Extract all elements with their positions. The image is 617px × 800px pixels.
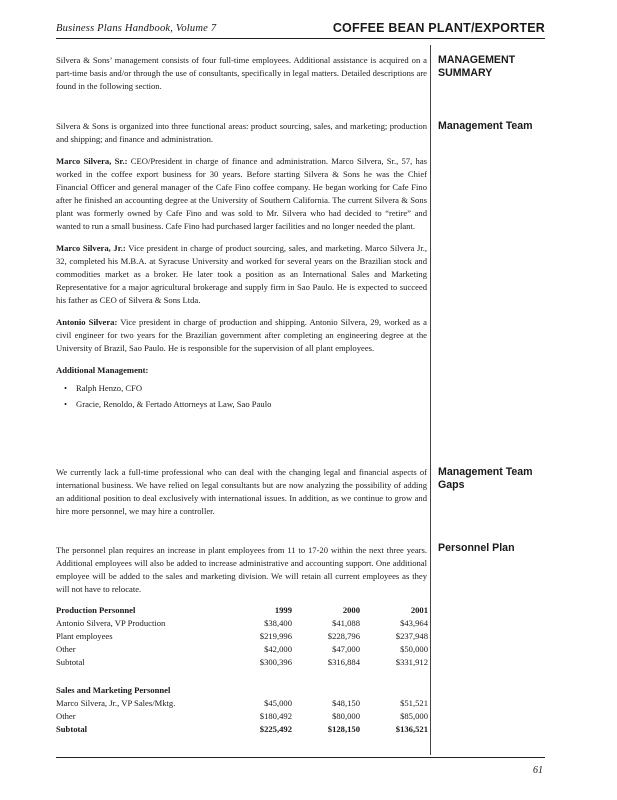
- personnel-section: [56, 544, 427, 596]
- bio-antonio: [56, 316, 427, 355]
- table-row: Subtotal $300,396 $316,884 $331,912: [56, 657, 428, 667]
- section-title: COFFEE BEAN PLANT/EXPORTER: [332, 21, 545, 35]
- footer-rule: [56, 757, 545, 758]
- additional-management-list: [56, 380, 427, 412]
- bio-marco-sr: [56, 155, 427, 233]
- table-row: Marco Silvera, Jr., VP Sales/Mktg. $45,000 $48,150 $51,521: [56, 698, 428, 708]
- personnel-paragraph: The personnel plan requires an increase in plant employees from 11 to 17-20 within the next three years. Additional employees will also be added to increase administrative and accounting support. One additional employee will be added to the sales and marketing division. We will retain all current employees as they will not have to relocate.: [56, 545, 427, 594]
- team-intro: Silvera & Sons is organized into three functional areas: product sourcing, sales, and marketing; production and shipping; and finance and administration.: [56, 121, 427, 144]
- table-row: Antonio Silvera, VP Production $38,400 $41,088 $43,964: [56, 618, 428, 628]
- summary-section: [56, 54, 427, 93]
- person-bio: CEO/President in charge of finance and administration. Marco Silvera, Sr., 57, has worked in the coffee export business for 30 years. Before starting Silvera & Sons he was the Chief Financial Officer and general manager of the Cafe Fino coffee company. He began working for Cafe Fino after he finished an accounting degree at the University of Southern California. The current Silvera & Sons plant was formerly owned by Cafe Fino and was sold to Mr. Silvera who had decided to “retire” and wanted to run a small business. Cafe Fino had purchased larger facilities and no longer needed the plant.: [56, 156, 427, 231]
- table-row: Other $42,000 $47,000 $50,000: [56, 644, 428, 654]
- bullet-icon: •: [64, 383, 68, 393]
- person-name: Marco Silvera, Sr.:: [56, 156, 128, 166]
- production-personnel-table: [56, 604, 428, 669]
- sales-personnel-table: [56, 684, 428, 736]
- management-summary-heading: MANAGEMENT SUMMARY: [438, 54, 516, 79]
- person-name: Marco Silvera, Jr.:: [56, 243, 126, 253]
- header-rule: [56, 38, 545, 39]
- book-title: Business Plans Handbook, Volume 7: [56, 23, 217, 34]
- list-item: • Ralph Henzo, CFO: [56, 380, 427, 396]
- table-header-row: Production Personnel 1999 2000 2001: [56, 605, 428, 615]
- column-divider: [430, 45, 431, 755]
- gaps-section: [56, 466, 427, 518]
- table-row: Plant employees $219,996 $228,796 $237,948: [56, 631, 428, 641]
- additional-management-heading: Additional Management:: [56, 365, 149, 375]
- management-team-heading: Management Team: [438, 120, 533, 132]
- summary-paragraph: Silvera & Sons’ management consists of four full-time employees. Additional assistance is acquired on a part-time basis and/or through the use of consultants, specifically in legal matters. Detailed descriptions are found in the following section.: [56, 55, 427, 91]
- table-header-row: Sales and Marketing Personnel: [56, 685, 171, 695]
- page-number: 61: [533, 765, 543, 776]
- person-bio: Vice president in charge of production and shipping. Antonio Silvera, 29, worked as a civil engineer for two years for the Brazilian government after completing an engineering degree at the University of Brazil, Sao Paulo. He is responsible for the supervision of all plant employees.: [56, 317, 427, 353]
- bio-marco-jr: [56, 242, 427, 307]
- table-row: Other $180,492 $80,000 $85,000: [56, 711, 428, 721]
- person-name: Antonio Silvera:: [56, 317, 118, 327]
- table-row: Subtotal $225,492 $128,150 $136,521: [56, 724, 428, 734]
- list-item: • Gracie, Renoldo, & Fertado Attorneys at Law, Sao Paulo: [56, 396, 427, 412]
- personnel-plan-heading: Personnel Plan: [438, 542, 515, 554]
- management-team-gaps-heading: Management Team Gaps: [438, 466, 533, 491]
- gaps-paragraph: We currently lack a full-time professional who can deal with the changing legal and financial aspects of international business. We have relied on legal consultants but are now analyzing the possibility of adding an additional position to deal exclusively with international issues. In addition, as we continue to grow and hire more personnel, we may hire a controller.: [56, 467, 427, 516]
- person-bio: Vice president in charge of product sourcing, sales, and marketing. Marco Silvera Jr., 32, completed his M.B.A. at Syracuse University and worked for several years on the Brazilian stock and commodities market as a broker. He later took a position as an International Sales and Marketing Representative for a major agricultural brokerage and supply firm in Sao Paulo. He is expected to succeed his father as CEO of Silvera & Sons Ltda.: [56, 243, 428, 305]
- management-team-section: [56, 120, 427, 412]
- bullet-icon: •: [64, 399, 68, 409]
